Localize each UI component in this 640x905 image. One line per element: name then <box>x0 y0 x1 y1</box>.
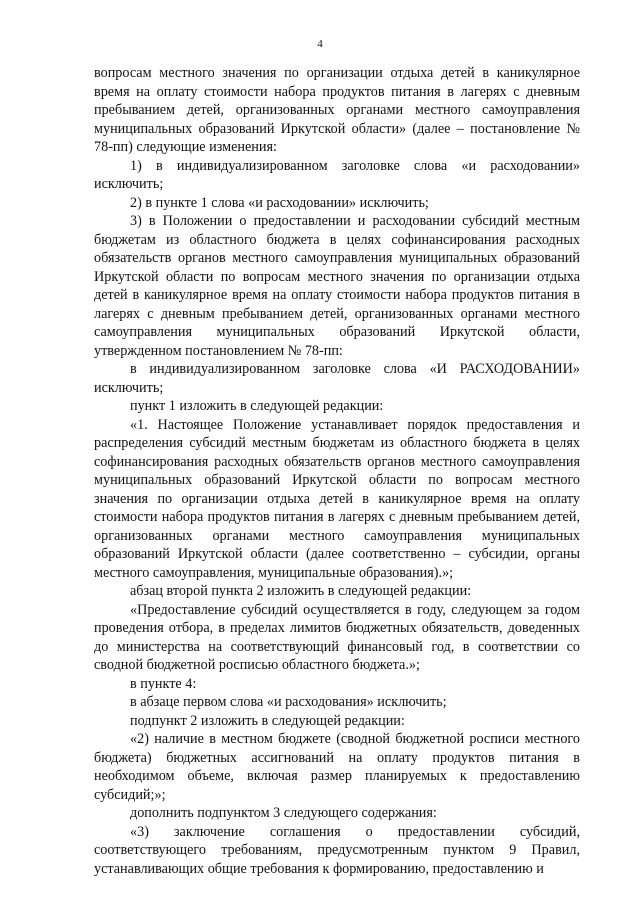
paragraph-subpoint-2-text: «2) наличие в местном бюджете (сводной бюджетной росписи местного бюджета) бюджетных ассигнований на оплату продуктов питания в необходимом объеме, включая размер планируемых к предоставлению субсидий;»; <box>94 731 580 803</box>
page-number: 4 <box>317 38 323 50</box>
paragraph-continuation: вопросам местного значения по организации отдыха детей в каникулярное время на оплату стоимости набора продуктов питания в лагерях с дневным пребыванием детей, организованных органами местного самоуправления муниципальных образований Иркутской области» (далее – постановление № 78-пп) следующие изменения: <box>94 65 580 155</box>
paragraph-point-2-intro: абзац второй пункта 2 изложить в следующей редакции: <box>130 583 472 599</box>
paragraph-point-2-text: «Предоставление субсидий осуществляется в году, следующем за годом проведения отбора, в пределах лимитов бюджетных обязательств, доведенных до министерства на соответствующий финансовый год, в соответствии со сводной бюджетной росписью областного бюджета.»; <box>94 601 580 673</box>
paragraph-item-2: 2) в пункте 1 слова «и расходовании» исключить; <box>130 194 429 211</box>
paragraph-subpoint-3-intro: дополнить подпунктом 3 следующего содержания: <box>130 805 437 821</box>
paragraph-subpoint-2-intro: подпункт 2 изложить в следующей редакции: <box>130 712 405 729</box>
document-body <box>94 64 580 878</box>
paragraph-point-4-intro: в пункте 4: <box>130 675 197 692</box>
paragraph-point-1-text: «1. Настоящее Положение устанавливает порядок предоставления и распределения субсидий местным бюджетам из областного бюджета в целях софинансирования расходных обязательств органов местного самоуправления муниципальных образований Иркутской области по вопросам местного значения по организации отдыха детей в каникулярное время на оплату стоимости набора продуктов питания в лагерях с дневным пребыванием детей, организованных органами местного самоуправления муниципальных образований Иркутской области (далее соответственно – субсидии, органы местного самоуправления, муниципальные образования).»; <box>94 416 580 581</box>
paragraph-heading-change: в индивидуализированном заголовке слова «И РАСХОДОВАНИИ» исключить; <box>94 361 580 396</box>
paragraph-item-3: 3) в Положении о предоставлении и расходовании субсидий местным бюджетам из областного бюджета в целях софинансирования расходных обязательств органов местного самоуправления муниципальных образований Иркутской области по вопросам местного значения по организации отдыха детей в каникулярное время на оплату стоимости набора продуктов питания в лагерях с дневным пребыванием детей, организованных органами местного самоуправления муниципальных образований Иркутской области, утвержденном постановлением № 78-пп: <box>94 213 580 359</box>
paragraph-item-1: 1) в индивидуализированном заголовке слова «и расходовании» исключить; <box>94 157 580 192</box>
paragraph-point-4-first: в абзаце первом слова «и расходования» исключить; <box>130 694 447 710</box>
paragraph-subpoint-3-text: «3) заключение соглашения о предоставлении субсидий, соответствующего требованиям, предусмотренным пунктом 9 Правил, устанавливающих общие требования к формированию, предоставлению и <box>94 823 580 877</box>
paragraph-point-1-intro: пункт 1 изложить в следующей редакции: <box>130 398 384 414</box>
